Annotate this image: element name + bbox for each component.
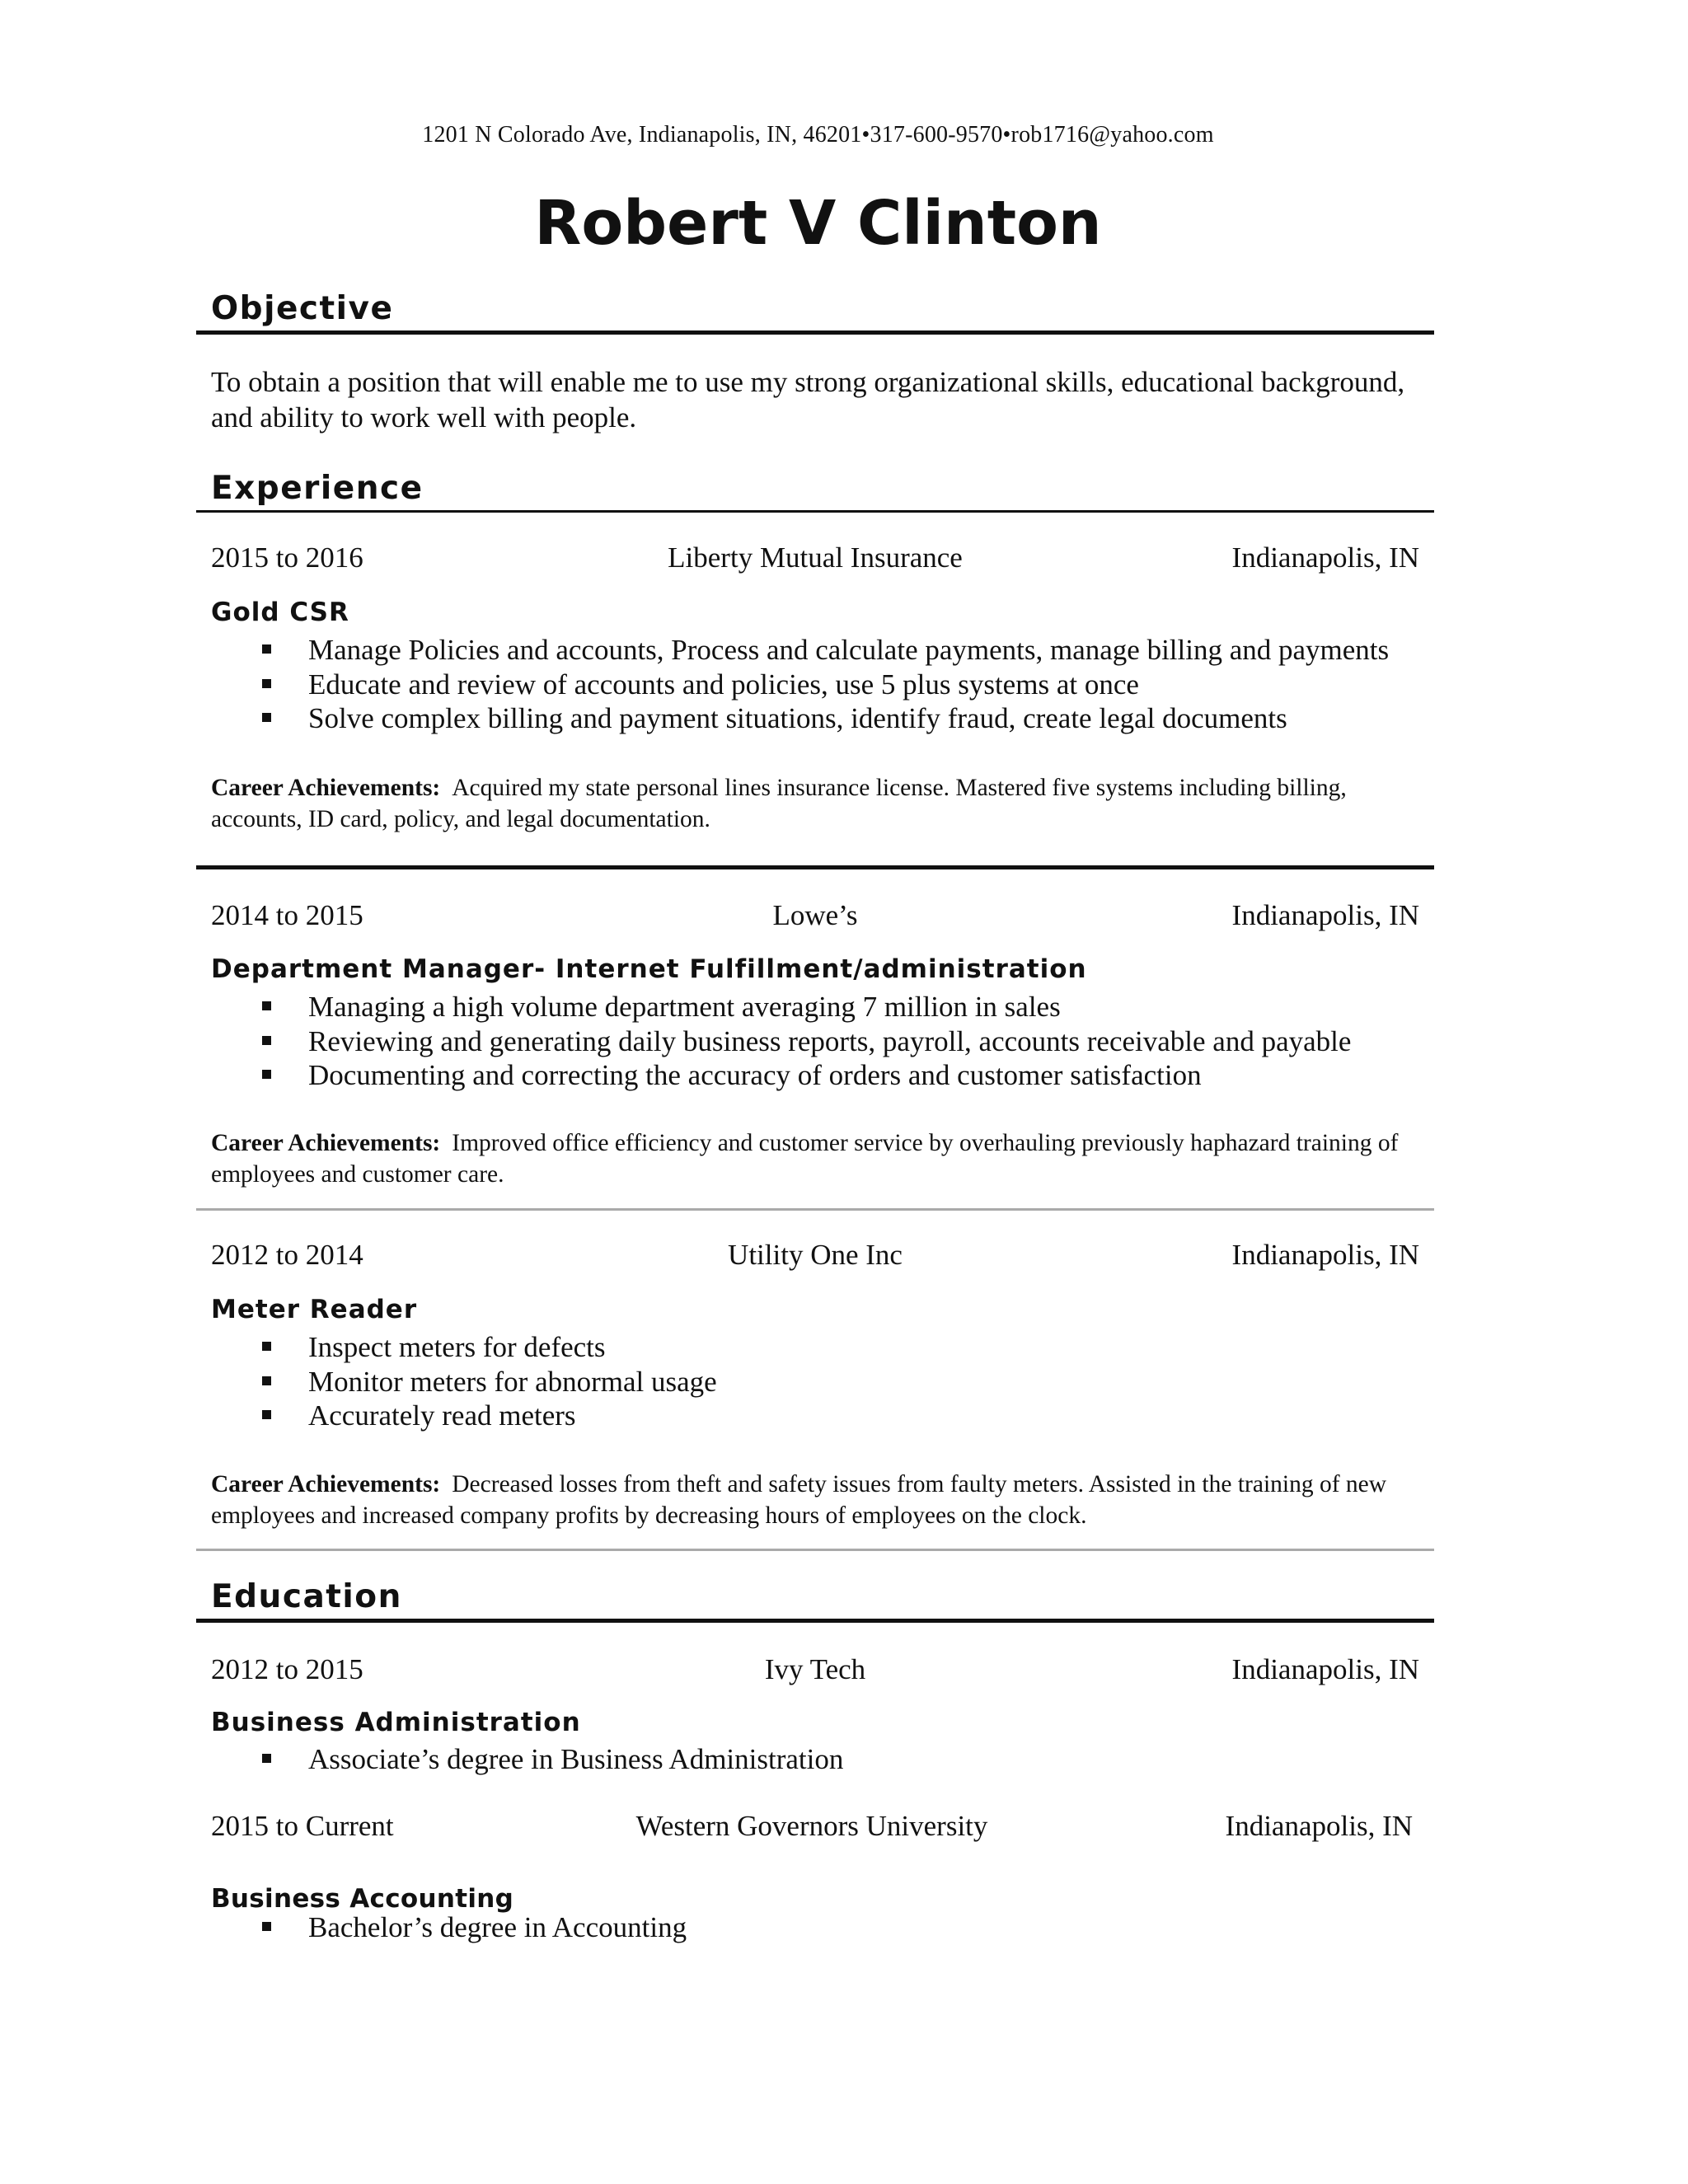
contact-line: 1201 N Colorado Ave, Indianapolis, IN, 46201•317-600-9570•rob1716@yahoo.com — [422, 122, 1214, 148]
job-divider — [196, 1208, 1434, 1211]
section-divider — [196, 1549, 1434, 1551]
list-item: Educate and review of accounts and policies, use 5 plus systems at once — [211, 668, 1439, 702]
school-dates: 2012 to 2015 — [211, 1653, 363, 1685]
achievements-label: Career Achievements: — [211, 1130, 441, 1156]
education-heading: Education — [211, 1578, 402, 1615]
list-item: Reviewing and generating daily business reports, payroll, accounts receivable and payable — [211, 1024, 1439, 1059]
list-item: Monitor meters for abnormal usage — [211, 1365, 1439, 1399]
list-item: Solve complex billing and payment situations, identify fraud, create legal documents — [211, 701, 1439, 736]
job-row — [211, 541, 1419, 578]
job-title: Department Manager- Internet Fulfillment/administration — [211, 954, 1087, 984]
program-title: Business Accounting — [211, 1884, 514, 1914]
job-title: Meter Reader — [211, 1295, 418, 1324]
degree-list — [211, 1742, 1439, 1777]
achievements-label: Career Achievements: — [211, 1471, 441, 1497]
list-item: Documenting and correcting the accuracy of orders and customer satisfaction — [211, 1058, 1439, 1093]
bullet-square-icon — [262, 679, 271, 688]
education-rule — [196, 1619, 1434, 1623]
bullet-square-icon — [262, 1410, 271, 1419]
school-row — [211, 1810, 1413, 1846]
job-location: Indianapolis, IN — [1231, 1239, 1419, 1271]
degree-list — [211, 1910, 1439, 1945]
job-employer: Utility One Inc — [728, 1239, 903, 1271]
career-achievements — [211, 1127, 1431, 1190]
list-item: Manage Policies and accounts, Process and calculate payments, manage billing and payments — [211, 633, 1439, 668]
school-row — [211, 1653, 1419, 1690]
school-name: Western Governors University — [635, 1810, 988, 1842]
list-item: Inspect meters for defects — [211, 1330, 1439, 1365]
job-title: Gold CSR — [211, 598, 349, 627]
candidate-name: Robert V Clinton — [534, 188, 1102, 259]
bullet-square-icon — [262, 1342, 271, 1351]
bullet-square-icon — [262, 1036, 271, 1045]
job-duties — [211, 633, 1439, 736]
bullet-square-icon — [262, 1922, 271, 1931]
job-duties — [211, 990, 1439, 1093]
job-dates: 2012 to 2014 — [211, 1239, 363, 1271]
bullet-square-icon — [262, 1001, 271, 1010]
objective-text: To obtain a position that will enable me to use my strong organizational skills, educational background, and ability to work well with people. — [211, 366, 1405, 434]
career-achievements — [211, 772, 1431, 835]
job-location: Indianapolis, IN — [1231, 541, 1419, 574]
job-row — [211, 1239, 1419, 1275]
bullet-square-icon — [262, 713, 271, 722]
objective-heading: Objective — [211, 290, 394, 327]
bullet-square-icon — [262, 1070, 271, 1079]
experience-heading: Experience — [211, 470, 424, 507]
school-name: Ivy Tech — [764, 1653, 866, 1685]
job-location: Indianapolis, IN — [1231, 899, 1419, 931]
career-achievements — [211, 1469, 1431, 1531]
job-employer: Lowe’s — [772, 899, 858, 931]
list-item: Associate’s degree in Business Administration — [211, 1742, 1439, 1777]
school-dates: 2015 to Current — [211, 1810, 394, 1842]
list-item: Accurately read meters — [211, 1399, 1439, 1433]
objective-rule — [196, 330, 1434, 335]
job-employer: Liberty Mutual Insurance — [668, 541, 963, 574]
job-dates: 2015 to 2016 — [211, 541, 363, 574]
bullet-square-icon — [262, 1754, 271, 1763]
job-duties — [211, 1330, 1439, 1433]
experience-rule — [196, 510, 1434, 513]
job-dates: 2014 to 2015 — [211, 899, 363, 931]
school-location: Indianapolis, IN — [1225, 1810, 1413, 1842]
achievements-text: Improved office efficiency and customer service by overhauling previously haphazard training of employees and customer care. — [211, 1130, 1399, 1188]
bullet-square-icon — [262, 1376, 271, 1385]
job-row — [211, 899, 1419, 935]
list-item: Managing a high volume department averaging 7 million in sales — [211, 990, 1439, 1024]
school-location: Indianapolis, IN — [1231, 1653, 1419, 1685]
achievements-text: Acquired my state personal lines insurance license. Mastered five systems including billing, accounts, ID card, policy, and legal documentation. — [211, 775, 1347, 832]
job-divider — [196, 865, 1434, 869]
achievements-label: Career Achievements: — [211, 775, 441, 801]
list-item: Bachelor’s degree in Accounting — [211, 1910, 1439, 1945]
achievements-text: Decreased losses from theft and safety issues from faulty meters. Assisted in the training of new employees and increased company profits by decreasing hours of employees on the clock. — [211, 1471, 1387, 1529]
bullet-square-icon — [262, 644, 271, 654]
program-title: Business Administration — [211, 1708, 581, 1737]
